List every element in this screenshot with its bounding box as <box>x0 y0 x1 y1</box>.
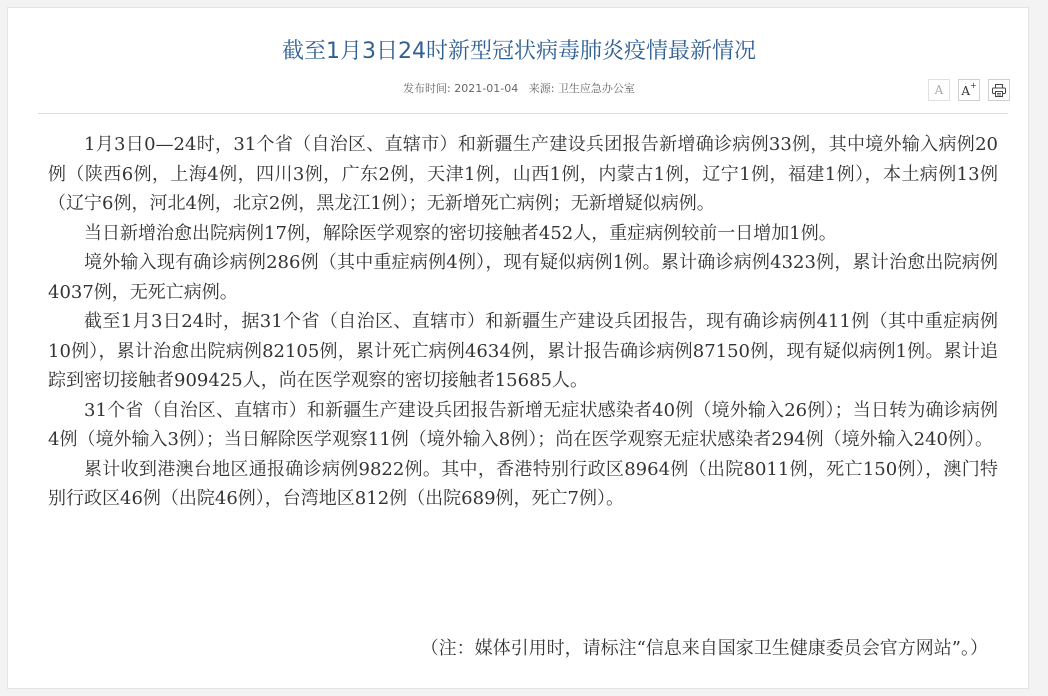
article-toolbar <box>928 79 1010 101</box>
paragraph-new-cases: 1月3日0—24时，31个省（自治区、直辖市）和新疆生产建设兵团报告新增确诊病例33例，其中境外输入病例20例（陕西6例，上海4例，四川3例，广东2例，天津1例，山西1例，内蒙古1例，辽宁1例，福建1例），本土病例13例（辽宁6例，河北4例，北京2例，黑龙江1例）；无新增死亡病例；无新增疑似病例。 <box>48 134 998 214</box>
paragraph-imported: 境外输入现有确诊病例286例（其中重症病例4例），现有疑似病例1例。累计确诊病例4323例，累计治愈出院病例4037例，无死亡病例。 <box>48 252 998 303</box>
font-larger-icon: A+ <box>961 80 977 98</box>
page-title: 截至1月3日24时新型冠状病毒肺炎疫情最新情况 <box>282 39 756 64</box>
publish-date: 2021-01-04 <box>454 82 519 95</box>
print-button[interactable] <box>988 79 1010 101</box>
font-smaller-button[interactable] <box>928 79 950 101</box>
source-name: 卫生应急办公室 <box>557 82 635 95</box>
citation-note: （注：媒体引用时，请标注“信息来自国家卫生健康委员会官方网站”。） <box>420 638 988 659</box>
article-body <box>48 130 998 514</box>
paragraph-asymptomatic: 31个省（自治区、直辖市）和新疆生产建设兵团报告新增无症状感染者40例（境外输入26例）；当日转为确诊病例4例（境外输入3例）；当日解除医学观察11例（境外输入8例）；尚在医学观察无症状感染者294例（境外输入240例）。 <box>48 399 998 450</box>
source-label: 来源: <box>528 82 555 95</box>
article-container <box>7 7 1029 689</box>
paragraph-cumulative: 截至1月3日24时，据31个省（自治区、直辖市）和新疆生产建设兵团报告，现有确诊病例411例（其中重症病例10例），累计治愈出院病例82105例，累计死亡病例4634例，累计报告确诊病例87150例，现有疑似病例1例。累计追踪到密切接触者909425人，尚在医学观察的密切接触者15685人。 <box>48 311 998 391</box>
font-smaller-icon: A <box>934 83 944 97</box>
article-meta <box>8 80 1030 98</box>
paragraph-recovered: 当日新增治愈出院病例17例，解除医学观察的密切接触者452人，重症病例较前一日增加1例。 <box>84 222 837 244</box>
publish-label: 发布时间: <box>403 82 451 95</box>
header-divider <box>38 113 1008 114</box>
font-larger-button[interactable] <box>958 79 980 101</box>
paragraph-hk-macau-taiwan: 累计收到港澳台地区通报确诊病例9822例。其中，香港特别行政区8964例（出院8011例，死亡150例），澳门特别行政区46例（出院46例），台湾地区812例（出院689例，死亡7例）。 <box>48 458 998 509</box>
printer-icon <box>992 84 1006 97</box>
